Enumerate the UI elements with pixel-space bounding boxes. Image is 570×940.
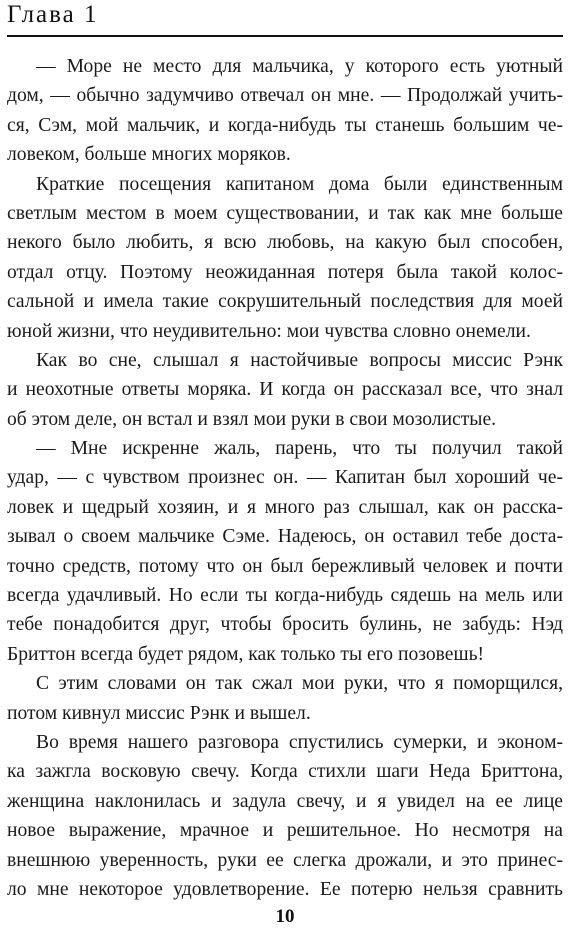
text-line: ловеком, больше многих моряков. (7, 144, 291, 166)
text-line: — Море не место для мальчика, у которого есть уютный (36, 56, 563, 77)
paragraph (7, 669, 563, 728)
page-header (7, 0, 563, 36)
paragraph (7, 434, 563, 669)
text-line: ло мне некоторое удовлетворение. Ее потерю нельзя сравнить (7, 878, 563, 900)
text-line: отдал отцу. Поэтому неожиданная потеря была такой колос- (7, 261, 563, 283)
paragraph (7, 728, 563, 904)
text-line: всегда удачливый. Но если ты когда-нибудь сядешь на мель или (7, 585, 563, 607)
text-line: потом кивнул миссис Рэнк и вышел. (7, 702, 311, 724)
text-line: светлым местом в моем существовании, и так как мне больше (7, 202, 563, 224)
text-line: точно средств, потому что он был бережливый человек и почти (7, 555, 563, 577)
chapter-title: Глава 1 (7, 1, 99, 28)
text-line: тебе понадобится друг, чтобы бросить булинь, не забудь: Нэд (7, 614, 563, 636)
text-line: ловек и щедрый хозяин, и я много раз слышал, как он расска- (7, 496, 563, 518)
text-line: юной жизни, что неудивительно: мои чувства словно онемели. (7, 320, 531, 342)
text-line: С этим словами он так сжал мои руки, что я поморщился, (36, 673, 563, 695)
text-line: зывал о своем мальчике Сэме. Надеюсь, он оставил тебе доста- (7, 526, 563, 548)
text-line: внешнюю уверенность, руки ее слегка дрожали, и это принес- (7, 849, 563, 871)
paragraph (7, 170, 563, 346)
text-line: дом, — обычно задумчиво отвечал он мне. — Продолжай учить- (7, 85, 563, 107)
text-line: Во время нашего разговора спустились сумерки, и эконом- (36, 731, 563, 753)
text-line: ка зажгла восковую свечу. Когда стихли шаги Неда Бриттона, (7, 761, 563, 783)
text-line: новое выражение, мрачное и решительное. Но несмотря на (7, 820, 563, 842)
header-rule (7, 35, 563, 37)
text-line: некого было любить, я всю любовь, на какую был способен, (7, 232, 563, 254)
text-line: Бриттон всегда будет рядом, как только ты его позовешь! (7, 643, 485, 665)
paragraph (7, 346, 563, 434)
text-line: сальной и имела такие сокрушительный последствия для моей (7, 291, 563, 313)
text-line: Как во сне, слышал я настойчивые вопросы миссис Рэнк (36, 349, 563, 371)
text-line: женщина наклонилась и задула свечу, и я увидел на ее лице (7, 790, 563, 812)
page-number: 10 (275, 906, 295, 927)
body-text (7, 52, 563, 904)
paragraph (7, 52, 563, 170)
text-line: и неохотные ответы моряка. И когда он рассказал все, что знал (7, 379, 563, 401)
text-line: об этом деле, он встал и взял мои руки в свои мозолистые. (7, 408, 497, 430)
text-line: Краткие посещения капитаном дома были единственным (36, 173, 563, 195)
text-line: ся, Сэм, мой мальчик, и когда-нибудь ты станешь большим че- (7, 114, 563, 136)
text-line: удар, — с чувством произнес он. — Капитан был хороший че- (7, 467, 563, 489)
text-line: — Мне искренне жаль, парень, что ты получил такой (36, 438, 563, 460)
